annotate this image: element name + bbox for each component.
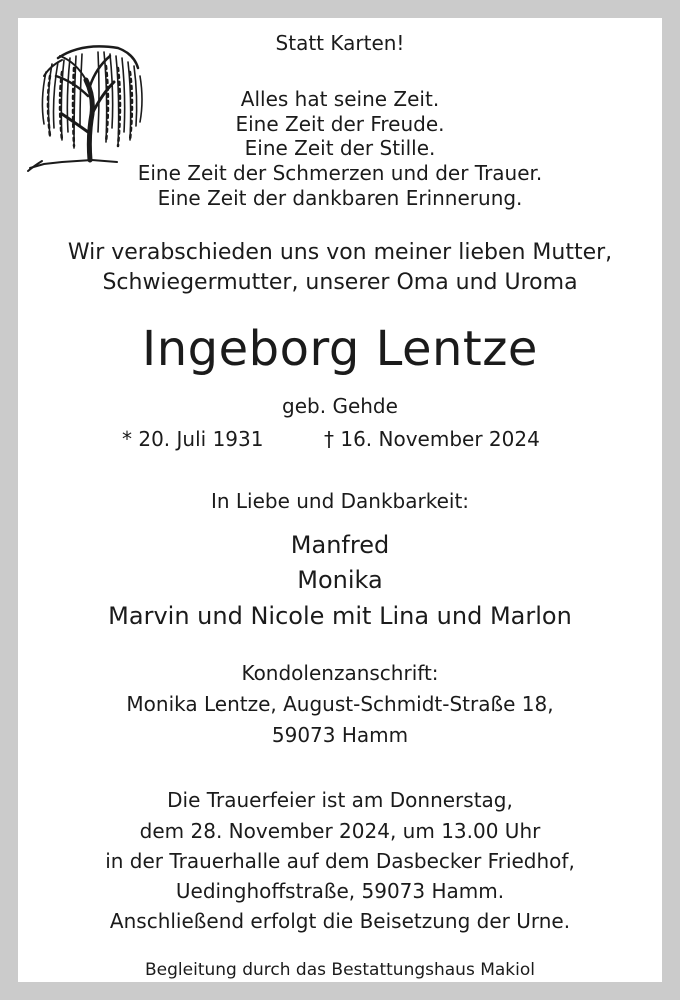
maiden-name: geb. Gehde: [282, 394, 398, 418]
mourner-name-2: Monika: [297, 566, 383, 594]
service-line-5: Anschließend erfolgt die Beisetzung der Urne.: [109, 909, 571, 933]
funeral-home: Begleitung durch das Bestattungshaus Makiol: [145, 960, 535, 980]
death-date: † 16. November 2024: [324, 427, 540, 451]
birth-date: * 20. Juli 1931: [122, 427, 264, 451]
poem-line-2: Eine Zeit der Freude.: [235, 112, 445, 136]
service-line-1: Die Trauerfeier ist am Donnerstag,: [167, 788, 513, 812]
mourner-name-1: Manfred: [290, 531, 390, 559]
mourner-name-3: Marvin und Nicole mit Lina und Marlon: [108, 602, 572, 630]
condolence-address-2: 59073 Hamm: [271, 723, 409, 747]
poem-line-1: Alles hat seine Zeit.: [240, 87, 440, 111]
statt-karten-note: Statt Karten!: [275, 31, 405, 55]
poem-line-5: Eine Zeit der dankbaren Erinnerung.: [157, 186, 523, 210]
mourners-heading: In Liebe und Dankbarkeit:: [210, 489, 470, 513]
condolence-heading: Kondolenzanschrift:: [241, 661, 439, 685]
intro-line-1: Wir verabschieden uns von meiner lieben Mutter,: [67, 240, 613, 265]
poem-line-3: Eine Zeit der Stille.: [244, 136, 436, 160]
service-line-4: Uedinghoffstraße, 59073 Hamm.: [175, 879, 505, 903]
service-line-2: dem 28. November 2024, um 13.00 Uhr: [139, 819, 541, 843]
condolence-address-1: Monika Lentze, August-Schmidt-Straße 18,: [126, 692, 554, 716]
deceased-name: Ingeborg Lentze: [142, 321, 538, 377]
poem-line-4: Eine Zeit der Schmerzen und der Trauer.: [137, 161, 543, 185]
service-line-3: in der Trauerhalle auf dem Dasbecker Friedhof,: [105, 849, 575, 873]
intro-line-2: Schwiegermutter, unserer Oma und Uroma: [102, 270, 578, 295]
